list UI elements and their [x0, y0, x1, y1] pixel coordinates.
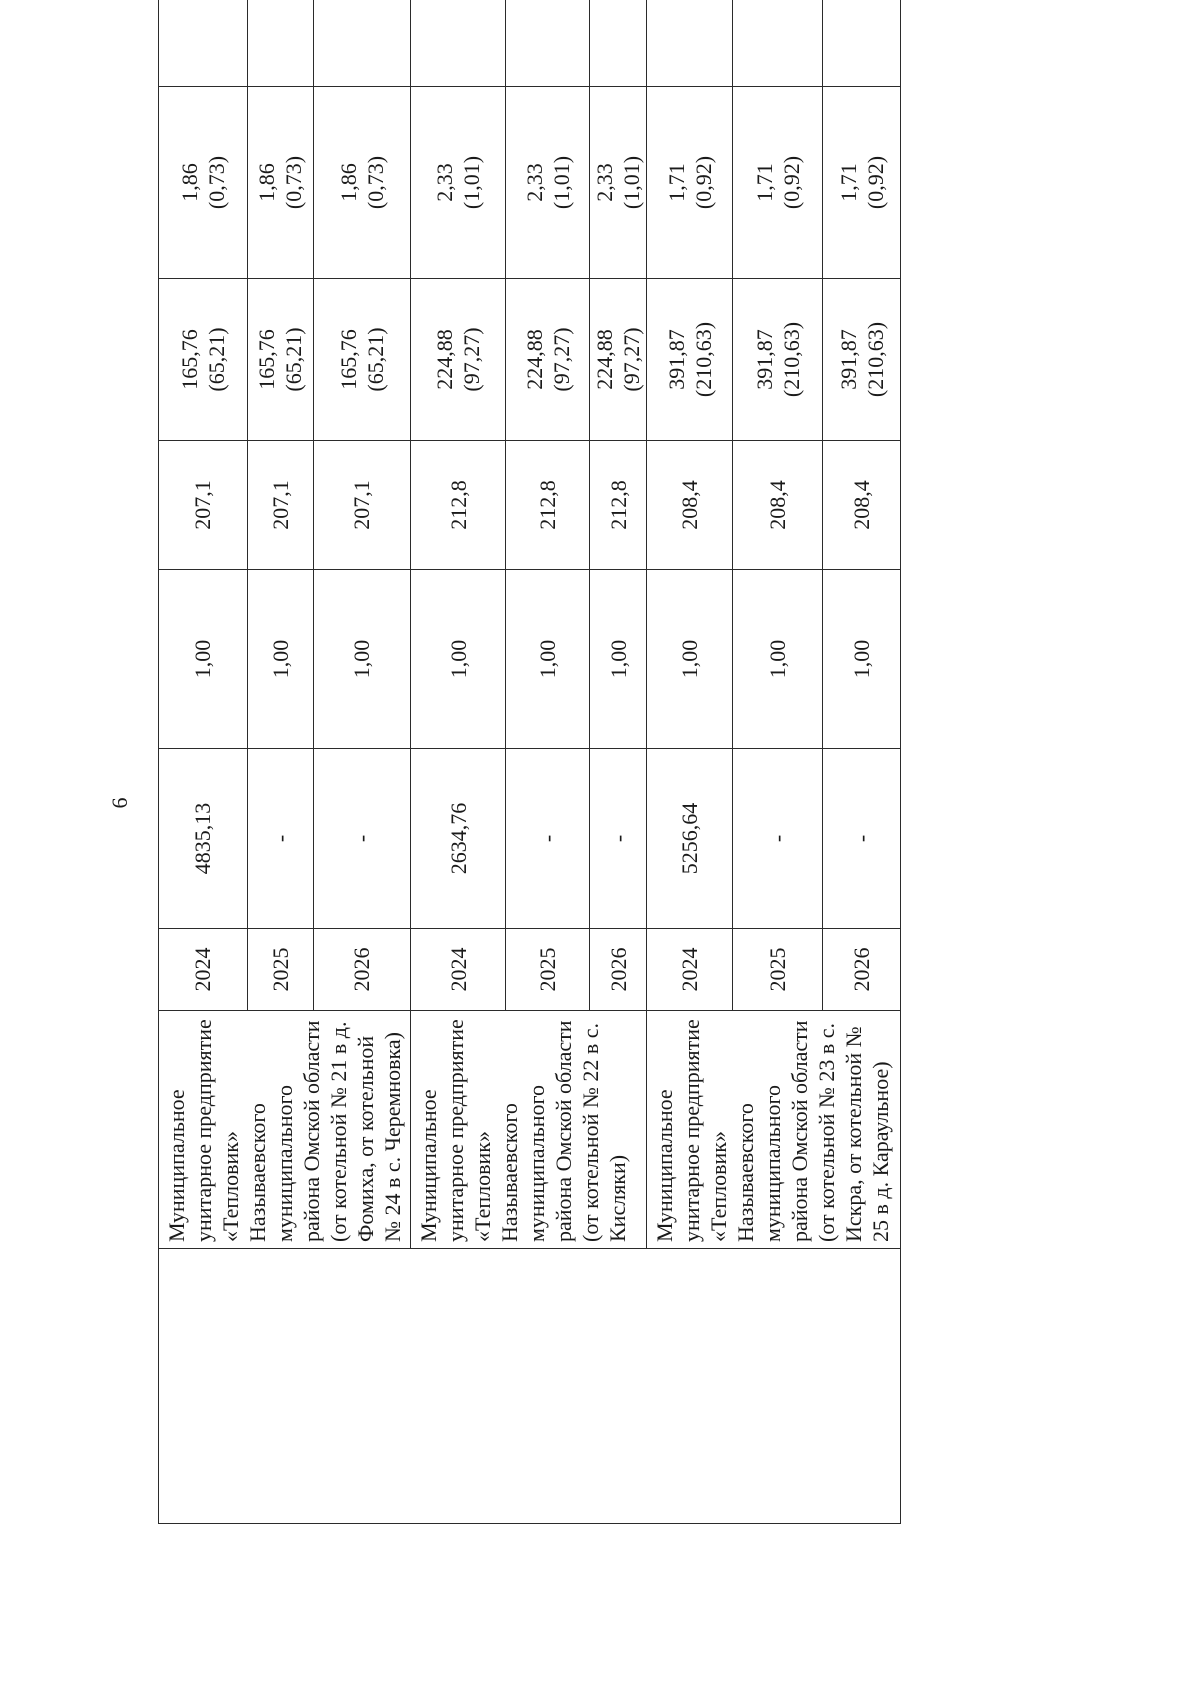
index-cell: 1,00: [733, 570, 823, 749]
year-cell: 2025: [506, 929, 590, 1011]
index-cell: 1,00: [159, 570, 248, 749]
index-cell: 1,00: [823, 570, 901, 749]
tariff-cell: 165,76 (65,21): [313, 279, 410, 441]
last-cell: [506, 0, 590, 87]
last-cell: [590, 0, 647, 87]
organization-cell: Муниципальное унитарное предприятие «Тепловик» Называевского муниципального района Омской области (от котельной № 22 в с. Кисляки): [411, 1011, 647, 1249]
tariff2-cell: 1,86 (0,73): [159, 87, 248, 279]
value-cell: -: [506, 749, 590, 929]
tariff-cell: 165,76 (65,21): [159, 279, 248, 441]
index-cell: 1,00: [647, 570, 733, 749]
page-number: 6: [107, 797, 132, 809]
year-cell: 2026: [313, 929, 410, 1011]
tariff2-cell: 1,86 (0,73): [313, 87, 410, 279]
norm-cell: 208,4: [823, 441, 901, 570]
year-cell: 2024: [647, 929, 733, 1011]
tariff2-cell: 2,33 (1,01): [506, 87, 590, 279]
norm-cell: 212,8: [506, 441, 590, 570]
last-cell: [247, 0, 313, 87]
value-cell: -: [247, 749, 313, 929]
value-cell: -: [313, 749, 410, 929]
last-cell: [159, 0, 248, 87]
tariff-cell: 391,87 (210,63): [733, 279, 823, 441]
year-cell: 2024: [411, 929, 506, 1011]
value-cell: 2634,76: [411, 749, 506, 929]
rotated-table-wrapper: [158, 58, 892, 1524]
last-cell: [823, 0, 901, 87]
value-cell: 5256,64: [647, 749, 733, 929]
value-cell: 4835,13: [159, 749, 248, 929]
last-cell: [411, 0, 506, 87]
year-cell: 2025: [733, 929, 823, 1011]
tariff-table: [158, 0, 901, 1524]
organization-cell: Муниципальное унитарное предприятие «Тепловик» Называевского муниципального района Омской области (от котельной № 23 в с. Искра, от котельной № 25 в д. Караульное): [647, 1011, 901, 1249]
tariff2-cell: 2,33 (1,01): [411, 87, 506, 279]
norm-cell: 207,1: [313, 441, 410, 570]
norm-cell: 212,8: [590, 441, 647, 570]
tariff2-cell: 1,71 (0,92): [733, 87, 823, 279]
tariff-cell: 391,87 (210,63): [823, 279, 901, 441]
tariff-cell: 224,88 (97,27): [590, 279, 647, 441]
value-cell: -: [733, 749, 823, 929]
year-cell: 2026: [590, 929, 647, 1011]
value-cell: -: [823, 749, 901, 929]
tariff-cell: 224,88 (97,27): [411, 279, 506, 441]
year-cell: 2026: [823, 929, 901, 1011]
index-cell: 1,00: [411, 570, 506, 749]
norm-cell: 207,1: [159, 441, 248, 570]
empty-column-cell: [159, 1249, 901, 1524]
table-row: [159, 0, 248, 1524]
tariff-cell: 165,76 (65,21): [247, 279, 313, 441]
index-cell: 1,00: [506, 570, 590, 749]
index-cell: 1,00: [247, 570, 313, 749]
norm-cell: 207,1: [247, 441, 313, 570]
last-cell: [733, 0, 823, 87]
tariff-cell: 391,87 (210,63): [647, 279, 733, 441]
norm-cell: 212,8: [411, 441, 506, 570]
tariff-cell: 224,88 (97,27): [506, 279, 590, 441]
norm-cell: 208,4: [733, 441, 823, 570]
value-cell: -: [590, 749, 647, 929]
tariff2-cell: 1,71 (0,92): [647, 87, 733, 279]
tariff2-cell: 2,33 (1,01): [590, 87, 647, 279]
tariff2-cell: 1,86 (0,73): [247, 87, 313, 279]
last-cell: [647, 0, 733, 87]
index-cell: 1,00: [590, 570, 647, 749]
norm-cell: 208,4: [647, 441, 733, 570]
tariff2-cell: 1,71 (0,92): [823, 87, 901, 279]
last-cell: [313, 0, 410, 87]
index-cell: 1,00: [313, 570, 410, 749]
year-cell: 2025: [247, 929, 313, 1011]
year-cell: 2024: [159, 929, 248, 1011]
organization-cell: Муниципальное унитарное предприятие «Тепловик» Называевского муниципального района Омской области (от котельной № 21 в д. Фомиха, от котельной № 24 в с. Черемновка): [159, 1011, 411, 1249]
